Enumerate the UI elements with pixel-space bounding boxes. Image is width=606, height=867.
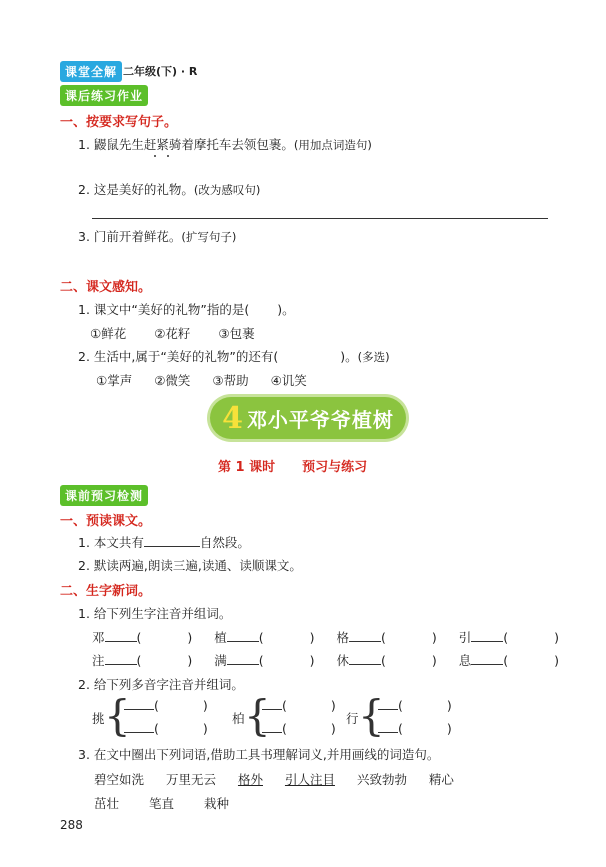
s4-q1: 1. 给下列生字注音并组词。	[78, 606, 232, 621]
brace-icon: {	[104, 691, 131, 740]
words-row-2	[94, 794, 229, 812]
s4-q2: 2. 给下列多音字注音并组词。	[78, 677, 244, 692]
s1-q3-note: (扩写句子)	[181, 230, 237, 244]
s2-q1-end: )。	[277, 302, 295, 317]
blank-input[interactable]	[262, 720, 282, 733]
s3-q1	[78, 533, 250, 551]
blank-input[interactable]	[227, 629, 259, 642]
preview-badge: 课前预习检测	[60, 485, 148, 506]
s2-q2-end: )。	[340, 349, 358, 364]
section4-title: 二、生字新词。	[60, 584, 152, 599]
grade-label: 二年级(下) · R	[123, 65, 198, 78]
poly-line: ( )	[378, 720, 452, 736]
s3-q1-end: 自然段。	[199, 535, 250, 550]
page-number: 288	[60, 818, 83, 832]
s1-q2-text: 2. 这是美好的礼物。	[78, 182, 194, 197]
homework-badge: 课后练习作业	[60, 85, 148, 106]
word: 笔直	[148, 796, 174, 811]
char: 引	[458, 630, 472, 645]
char: 邓	[92, 630, 105, 645]
section2-title: 二、课文感知。	[60, 280, 152, 295]
word: 兴致勃勃	[356, 772, 407, 787]
poly-line: ( )	[378, 697, 452, 713]
poly-line: ( )	[124, 720, 208, 736]
char: 格	[336, 630, 350, 645]
option[interactable]: ③包裹	[218, 326, 255, 341]
emphasis-dot	[167, 155, 169, 157]
s2-q2-note: (多选)	[357, 350, 390, 364]
s2-q2-options	[96, 371, 307, 389]
blank-input[interactable]	[378, 697, 398, 710]
poly-line: ( )	[262, 720, 336, 736]
s1-q3	[78, 227, 236, 245]
brace-icon: {	[244, 691, 271, 740]
s2-q1-text: 1. 课文中“美好的礼物”指的是(	[78, 302, 250, 317]
lesson-number: 4	[222, 400, 243, 436]
s2-q2	[78, 347, 390, 365]
s1-q2-note: (改为感叹句)	[193, 183, 261, 197]
s2-q1-options	[90, 324, 255, 342]
blank-input[interactable]	[349, 652, 381, 665]
lesson-title: 邓小平爷爷植树	[246, 407, 394, 432]
lesson-banner	[210, 397, 406, 439]
poly-char: 柏	[232, 711, 245, 726]
s3-q1-text: 1. 本文共有	[78, 535, 144, 550]
blank-input[interactable]	[378, 720, 398, 733]
blank-input[interactable]	[227, 652, 259, 665]
word: 茁壮	[94, 796, 120, 811]
s1-q1	[78, 135, 372, 153]
blank-input[interactable]	[105, 629, 137, 642]
option[interactable]: ③帮助	[212, 373, 249, 388]
word: 碧空如洗	[94, 772, 145, 787]
char-row-2: 注 ( ) 满 ( ) 休 ( ) 息 ( )	[92, 653, 560, 668]
answer-line[interactable]	[92, 218, 548, 219]
blank-input[interactable]	[471, 652, 503, 665]
section1-title: 一、按要求写句子。	[60, 115, 178, 130]
words-row-1	[94, 770, 454, 788]
section3-title: 一、预读课文。	[60, 514, 152, 529]
option[interactable]: ④讥笑	[270, 373, 307, 388]
period-title: 预习与练习	[302, 460, 368, 475]
char-row-1: 邓 ( ) 植 ( ) 格 ( ) 引 ( )	[92, 630, 560, 645]
blank-input[interactable]	[144, 533, 200, 547]
period-label: 第 1 课时	[218, 460, 276, 475]
blank-input[interactable]	[349, 629, 381, 642]
char: 注	[92, 653, 105, 668]
blank-input[interactable]	[124, 720, 154, 733]
s1-q1-text: 1. 鼹鼠先生赶紧骑着摩托车去领包裹。	[78, 137, 294, 152]
s1-q2	[78, 180, 260, 198]
option[interactable]: ①掌声	[96, 373, 133, 388]
emphasis-dot	[154, 155, 156, 157]
lesson-period	[218, 456, 367, 475]
blank-input[interactable]	[124, 697, 154, 710]
char: 满	[214, 653, 227, 668]
word: 栽种	[203, 796, 229, 811]
option[interactable]: ①鲜花	[90, 326, 127, 341]
s2-q2-text: 2. 生活中,属于“美好的礼物”的还有(	[78, 349, 279, 364]
s2-q1	[78, 300, 295, 318]
char: 植	[214, 630, 227, 645]
option[interactable]: ②微笑	[154, 373, 191, 388]
s4-q3: 3. 在文中圈出下列词语,借助工具书理解词义,并用画线的词造句。	[78, 747, 440, 762]
s3-q2: 2. 默读两遍,朗读三遍,读通、读顺课文。	[78, 558, 302, 573]
poly-line: ( )	[124, 697, 208, 713]
poly-char: 挑	[92, 711, 105, 726]
underlined-word: 引人注目	[284, 772, 335, 787]
s1-q1-note: (用加点词造句)	[293, 138, 372, 152]
option[interactable]: ②花籽	[154, 326, 191, 341]
underlined-word: 格外	[237, 772, 263, 787]
header-badge: 课堂全解	[60, 61, 122, 82]
word: 万里无云	[165, 772, 216, 787]
blank-input[interactable]	[471, 629, 503, 642]
char: 休	[336, 653, 350, 668]
brace-icon: {	[358, 691, 385, 740]
blank-input[interactable]	[262, 697, 282, 710]
poly-char: 行	[346, 711, 359, 726]
poly-line: ( )	[262, 697, 336, 713]
blank-input[interactable]	[105, 652, 137, 665]
s1-q3-text: 3. 门前开着鲜花。	[78, 229, 182, 244]
char: 息	[458, 653, 472, 668]
word: 精心	[428, 772, 454, 787]
